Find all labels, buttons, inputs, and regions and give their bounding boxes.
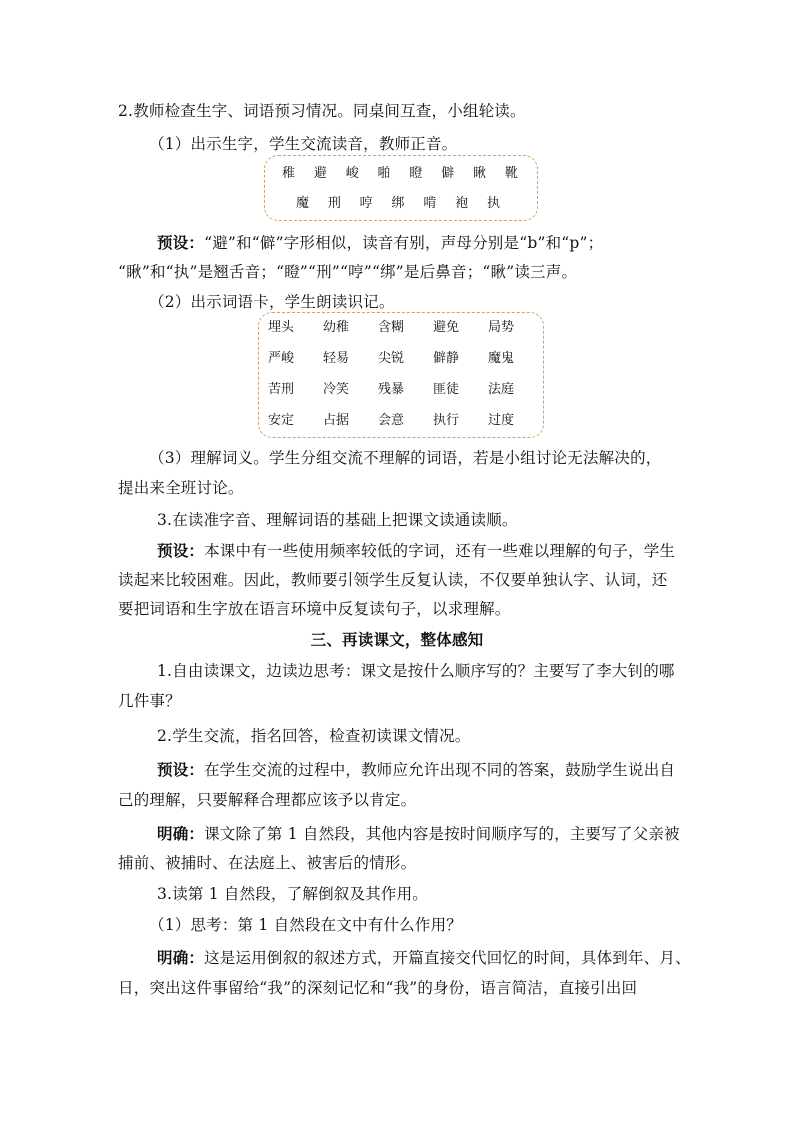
vocab-word: 安定: [268, 413, 295, 428]
question-3-sub-1: （1）思考：第 1 自然段在文中有什么作用？: [149, 916, 462, 934]
step-2-title: 2.教师检查生字、词语预习情况。同桌间互查，小组轮读。: [118, 102, 526, 120]
step-2-sub-3-line-1: （3）理解词义。学生分组交流不理解的词语，若是小组讨论无法解决的，: [149, 449, 662, 467]
clarify-2-line-2: 日，突出这件事留给“我”的深刻记忆和“我”的身份，语言简洁，直接引出回: [118, 979, 638, 997]
vocab-word: 匪徒: [433, 382, 460, 397]
vocab-word: 占据: [323, 413, 350, 428]
question-3: 3.读第 1 自然段，了解倒叙及其作用。: [157, 885, 429, 903]
characters-row-2: [296, 196, 500, 212]
character: 稚: [282, 166, 296, 181]
step-2-sub-3-line-2: 提出来全班讨论。: [118, 479, 244, 497]
preset-2-line-1: [157, 541, 727, 561]
character: 啃: [423, 196, 437, 211]
preset-2-text: 本课中有一些使用频率较低的字词，还有一些难以理解的句子，学生: [204, 542, 676, 560]
preset-3-line-2: 己的理解，只要解释合理都应该予以肯定。: [118, 791, 417, 809]
vocab-word: 法庭: [488, 382, 515, 397]
question-1-line-1: 1.自由读课文，边读边思考：课文是按什么顺序写的？主要写了李大钊的哪: [157, 662, 675, 680]
clarify-label: 明确：: [157, 948, 205, 967]
step-2-sub-2: （2）出示词语卡，学生朗读识记。: [149, 293, 395, 311]
character: 瞪: [409, 166, 423, 181]
preset-1-line-2: “瞅”和“执”是翘舌音；“瞪”“刑”“哼”“绑”是后鼻音；“瞅”读三声。: [118, 263, 578, 281]
vocab-word: 尖锐: [378, 351, 405, 366]
character: 执: [486, 196, 500, 211]
character: 绑: [391, 196, 405, 211]
clarify-2-text: 这是运用倒叙的叙述方式，开篇直接交代回忆的时间，具体到年、月、: [204, 949, 691, 967]
clarify-1-text: 课文除了第 1 自然段，其他内容是按时间顺序写的，主要写了父亲被: [204, 825, 680, 843]
vocab-word: 局势: [488, 320, 515, 335]
vocab-word: 严峻: [268, 351, 295, 366]
vocab-word: 幼稚: [323, 320, 350, 335]
character: 靴: [504, 166, 518, 181]
step-3-title: 3.在读准字音、理解词语的基础上把课文读通读顺。: [157, 511, 518, 529]
vocab-word: 轻易: [323, 351, 350, 366]
vocab-word: 僻静: [433, 351, 460, 366]
clarify-2-line-1: [157, 948, 727, 968]
clarify-label: 明确：: [157, 824, 205, 843]
character: 避: [313, 166, 327, 181]
character: 峻: [345, 166, 359, 181]
clarify-1-line-2: 捕前、被捕时、在法庭上、被害后的情形。: [118, 854, 417, 872]
character: 刑: [327, 196, 341, 211]
preset-1-text: “避”和“僻”字形相似，读音有别，声母分别是“b”和“p”；: [204, 234, 604, 252]
vocab-word: 冷笑: [323, 382, 350, 397]
clarify-1-line-1: [157, 824, 727, 844]
character: 魔: [296, 196, 310, 211]
character: 袍: [455, 196, 469, 211]
character: 哼: [359, 196, 373, 211]
character: 瞅: [473, 166, 487, 181]
preset-2-line-2: 读起来比较困难。因此，教师要引领学生反复认读，不仅要单独认字、认词，还: [118, 571, 668, 589]
question-1-line-2: 几件事？: [118, 692, 181, 710]
vocabulary-grid: [268, 320, 544, 444]
vocab-word: 苦刑: [268, 382, 295, 397]
vocab-word: 残暴: [378, 382, 405, 397]
vocab-word: 避免: [433, 320, 460, 335]
vocab-word: 过度: [488, 413, 515, 428]
preset-3-text: 在学生交流的过程中，教师应允许出现不同的答案，鼓励学生说出自: [204, 761, 676, 779]
vocab-word: 执行: [433, 413, 460, 428]
vocab-word: 埋头: [268, 320, 295, 335]
question-2: 2.学生交流，指名回答，检查初读课文情况。: [157, 727, 471, 745]
preset-1-line-1: [157, 233, 727, 253]
section-3-heading: 三、再读课文，整体感知: [310, 630, 484, 649]
character: 僻: [441, 166, 455, 181]
preset-label: 预设：: [157, 760, 205, 779]
character: 啪: [377, 166, 391, 181]
preset-label: 预设：: [157, 233, 205, 252]
preset-2-line-3: 要把词语和生字放在语言环境中反复读句子，以求理解。: [118, 600, 511, 618]
vocab-word: 含糊: [378, 320, 405, 335]
vocab-word: 会意: [378, 413, 405, 428]
preset-label: 预设：: [157, 541, 205, 560]
characters-row-1: [282, 166, 518, 182]
step-2-sub-1: （1）出示生字，学生交流读音，教师正音。: [149, 135, 458, 153]
vocab-word: 魔鬼: [488, 351, 515, 366]
preset-3-line-1: [157, 760, 727, 780]
